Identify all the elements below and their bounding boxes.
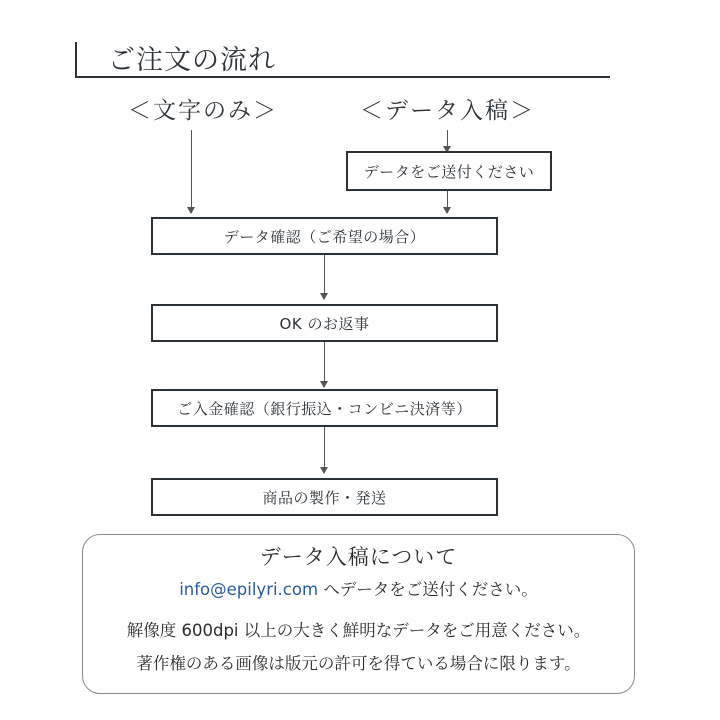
info-send-suffix: へデータをご送付ください。 [318, 580, 538, 599]
step-ok-reply: OK のお返事 [151, 304, 498, 342]
email-link[interactable]: info@epilyri.com [179, 580, 319, 599]
arrow-payment-to-production [324, 427, 325, 473]
arrow-text-only-to-confirm [191, 130, 192, 213]
page-title: ご注文の流れ [108, 45, 276, 76]
info-title: データ入稿について [259, 545, 458, 569]
step-payment-confirm: ご入金確認（銀行振込・コンビニ決済等） [151, 389, 498, 427]
step-production-shipping: 商品の製作・発送 [151, 478, 498, 516]
arrow-send-to-confirm [447, 191, 448, 213]
info-resolution-note: 解像度 600dpi 以上の大きく鮮明なデータをご用意ください。 [126, 621, 591, 640]
column-heading-text-only: ＜文字のみ＞ [128, 98, 278, 124]
step-confirm-data: データ確認（ご希望の場合） [151, 217, 498, 255]
arrow-data-to-send [447, 130, 448, 152]
arrow-confirm-to-ok [324, 255, 325, 299]
step-send-data: データをご送付ください [346, 151, 552, 191]
info-send-line [82, 576, 635, 600]
title-accent-bar [75, 42, 77, 78]
arrow-ok-to-payment [324, 342, 325, 387]
info-copyright-note: 著作権のある画像は版元の許可を得ている場合に限ります。 [136, 654, 581, 673]
title-underline [75, 76, 610, 78]
column-heading-data-submission: ＜データ入稿＞ [360, 98, 535, 124]
